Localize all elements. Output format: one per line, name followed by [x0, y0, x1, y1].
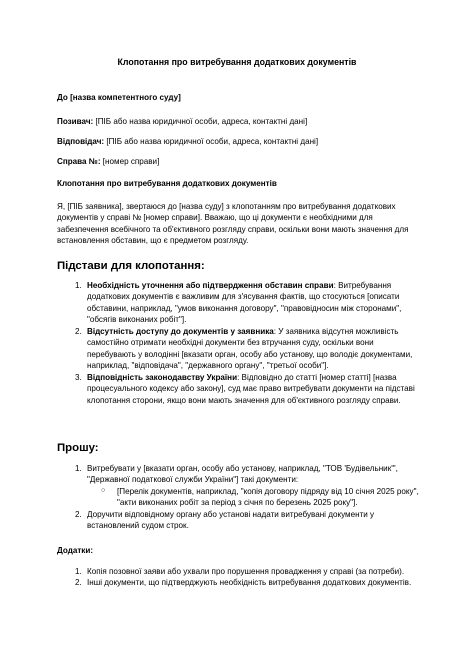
request-sublist: [87, 486, 420, 509]
request-text: Доручити відповідному органу або установі надати витребувані документи у встановлений судом строк.: [87, 509, 375, 531]
grounds-list: [57, 280, 420, 406]
list-item: [84, 463, 420, 509]
request-heading: Прошу:: [57, 442, 99, 454]
list-item: [84, 326, 420, 372]
document-title: Клопотання про витребування додаткових документів: [117, 57, 357, 67]
request-list: [57, 463, 420, 532]
case-line: [57, 156, 159, 167]
court-label: До: [57, 93, 68, 102]
list-item: [84, 280, 420, 326]
list-item: [84, 509, 420, 532]
subheading: Клопотання про витребування додаткових документів: [57, 179, 277, 188]
attachments-heading: Додатки:: [57, 546, 94, 555]
plaintiff-line: [57, 116, 307, 127]
court-value: [назва компетентного суду]: [70, 93, 181, 102]
ground-title: Відсутність доступу до документів у заявника: [87, 326, 274, 336]
list-item: ○ [Перелік документів, наприклад, "копія договору підряду від 10 січня 2025 року", "акти виконаних робіт за період з січня по березень 2025 року"].: [114, 486, 420, 509]
defendant-value: [ПІБ або назва юридичної особи, адреса, контактні дані]: [106, 137, 319, 146]
list-item: 1. Копія позовної заяви або ухвали про порушення провадження у справі (за потреби).: [84, 566, 420, 577]
ground-title: Необхідність уточнення або підтвердження обставин справи: [87, 281, 334, 290]
request-text: Витребувати у [вказати орган, особу або установу, наприклад, "ТОВ 'Будівельник'", "Державної податкової служби України"] такі документи:: [87, 464, 398, 485]
defendant-label: Відповідач:: [57, 137, 105, 146]
plaintiff-label: Позивач:: [57, 117, 94, 126]
list-item: 2. Інші документи, що підтверджують необхідність витребування додаткових документів.: [84, 577, 420, 588]
grounds-heading: Підстави для клопотання:: [57, 260, 205, 272]
ground-title: Відповідність законодавству України: [87, 372, 238, 382]
case-value: [номер справи]: [102, 157, 160, 166]
intro-paragraph: Я, [ПІБ заявника], звертаюся до [назва суду] з клопотанням про витребування додаткових документів у справі № [номер справи]. Вважаю, що ці документи є необхідними для забезпечення всебічного та об'єктивного розгляду справи, оскільки вони мають значення для встановлення обставин, що є предметом розгляду.: [57, 202, 409, 246]
list-item: [84, 372, 420, 406]
attachments-list: [57, 566, 420, 589]
plaintiff-value: [ПІБ або назва юридичної особи, адреса, контактні дані]: [95, 117, 308, 126]
case-label: Справа №:: [57, 157, 101, 166]
court-line: [57, 92, 181, 103]
ground-text: : Відповідно до статті [номер статті] [назва процесуального кодексу або закону], суд має право витребувати документи на підставі клопотання сторони, якщо вони мають значення для об'єктивного розгляду справи.: [87, 372, 415, 405]
ground-text: : У заявника відсутня можливість самостійно отримати необхідні документи без втручання суду, оскільки вони перебувають у володінні [вказати орган, особу або установу, що володіє документами, наприклад, "відповідача", "державного органу", "третьої особи"].: [87, 326, 413, 371]
defendant-line: [57, 136, 318, 147]
ground-text: : Витребування додаткових документів є важливим для з'ясування фактів, що стосуються [описати обставини, наприклад, "умов виконання договору", "правовідносин між сторонами", "обсягів виконаних робіт"].: [87, 281, 402, 325]
